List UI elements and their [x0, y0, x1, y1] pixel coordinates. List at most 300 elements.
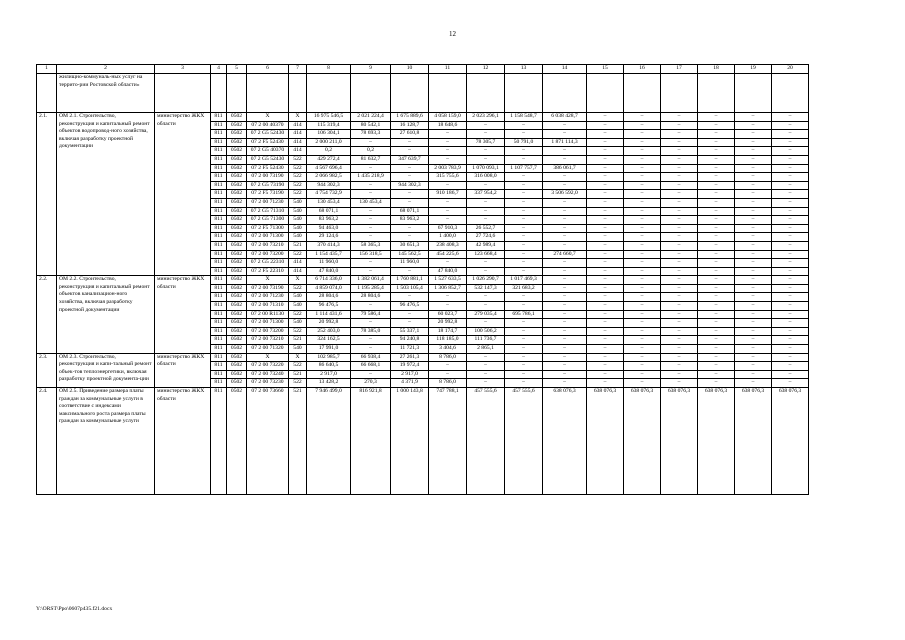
- column-number: 20: [772, 65, 809, 74]
- amount-cell: –: [351, 259, 391, 268]
- cell-empty: [247, 74, 289, 113]
- amount-cell: –: [467, 155, 505, 164]
- amount-cell: –: [391, 198, 429, 207]
- code-cell: 811: [211, 155, 227, 164]
- code-cell: 521: [289, 336, 307, 345]
- cell-empty: [661, 74, 698, 113]
- amount-cell: 1 306 852,7: [429, 284, 467, 293]
- amount-cell: –: [735, 181, 772, 190]
- amount-cell: –: [698, 293, 735, 302]
- code-cell: 811: [211, 370, 227, 379]
- amount-cell: –: [735, 241, 772, 250]
- code-cell: 811: [211, 207, 227, 216]
- amount-cell: –: [661, 130, 698, 139]
- amount-cell: 1 070 093,1: [467, 164, 505, 173]
- amount-cell: –: [772, 181, 809, 190]
- column-number: 14: [543, 65, 587, 74]
- code-cell: 540: [289, 224, 307, 233]
- amount-cell: –: [467, 130, 505, 139]
- amount-cell: –: [624, 267, 661, 276]
- amount-cell: 20 992,8: [429, 319, 467, 328]
- amount-cell: –: [698, 370, 735, 379]
- amount-cell: –: [735, 233, 772, 242]
- amount-cell: –: [661, 173, 698, 182]
- code-cell: 0502: [227, 388, 247, 495]
- amount-cell: –: [735, 336, 772, 345]
- amount-cell: 1 871 114,3: [543, 138, 587, 147]
- amount-cell: –: [505, 173, 543, 182]
- column-number: 7: [289, 65, 307, 74]
- amount-cell: 20 992,8: [307, 319, 351, 328]
- column-number: 13: [505, 65, 543, 74]
- amount-cell: –: [429, 216, 467, 225]
- amount-cell: 50 791,0: [505, 138, 543, 147]
- code-cell: 07 2 G5 71310: [247, 207, 289, 216]
- amount-cell: –: [772, 113, 809, 122]
- amount-cell: –: [735, 224, 772, 233]
- amount-cell: –: [661, 138, 698, 147]
- amount-cell: –: [624, 302, 661, 311]
- amount-cell: –: [624, 345, 661, 354]
- amount-cell: –: [351, 190, 391, 199]
- amount-cell: 2 023 296,1: [467, 113, 505, 122]
- code-cell: 0502: [227, 319, 247, 328]
- code-cell: 522: [289, 173, 307, 182]
- amount-cell: 28 804,6: [351, 293, 391, 302]
- code-cell: 0502: [227, 164, 247, 173]
- amount-cell: 1 675 889,6: [391, 113, 429, 122]
- amount-cell: –: [624, 164, 661, 173]
- amount-cell: 156 318,5: [351, 250, 391, 259]
- row-number: 2.1.: [37, 113, 57, 276]
- amount-cell: –: [543, 233, 587, 242]
- amount-cell: –: [587, 302, 624, 311]
- amount-cell: 3 506 592,0: [543, 190, 587, 199]
- amount-cell: –: [624, 284, 661, 293]
- amount-cell: –: [587, 224, 624, 233]
- amount-cell: –: [467, 267, 505, 276]
- code-cell: X: [247, 276, 289, 285]
- amount-cell: 4 058 159,0: [429, 113, 467, 122]
- amount-cell: 18 174,7: [429, 327, 467, 336]
- code-cell: 07 2 00 R1130: [247, 310, 289, 319]
- code-cell: 811: [211, 224, 227, 233]
- code-cell: 07 2 00 73190: [247, 173, 289, 182]
- amount-cell: –: [624, 190, 661, 199]
- amount-cell: –: [661, 302, 698, 311]
- code-cell: 811: [211, 379, 227, 388]
- amount-cell: –: [698, 310, 735, 319]
- amount-cell: 6 714 336,0: [307, 276, 351, 285]
- amount-cell: –: [505, 233, 543, 242]
- code-cell: 07 2 G5 52430: [247, 155, 289, 164]
- amount-cell: –: [543, 267, 587, 276]
- amount-cell: –: [698, 147, 735, 156]
- amount-cell: 270,3: [351, 379, 391, 388]
- amount-cell: –: [587, 379, 624, 388]
- amount-cell: 454 225,6: [429, 250, 467, 259]
- amount-cell: –: [698, 190, 735, 199]
- code-cell: 07 2 00 71320: [247, 345, 289, 354]
- amount-cell: –: [587, 362, 624, 371]
- amount-cell: 30 651,3: [391, 241, 429, 250]
- amount-cell: –: [698, 198, 735, 207]
- amount-cell: 60 023,7: [429, 310, 467, 319]
- code-cell: 811: [211, 138, 227, 147]
- amount-cell: –: [772, 293, 809, 302]
- amount-cell: 11 960,0: [307, 259, 351, 268]
- amount-cell: –: [351, 370, 391, 379]
- amount-cell: –: [698, 216, 735, 225]
- amount-cell: 816 921,8: [351, 388, 391, 495]
- code-cell: 811: [211, 276, 227, 285]
- amount-cell: –: [735, 302, 772, 311]
- amount-cell: –: [698, 233, 735, 242]
- amount-cell: 370 414,3: [307, 241, 351, 250]
- code-cell: 0502: [227, 336, 247, 345]
- amount-cell: –: [661, 216, 698, 225]
- code-cell: 07 2 00 73200: [247, 250, 289, 259]
- cell-empty: [391, 74, 429, 113]
- amount-cell: 16 128,7: [391, 121, 429, 130]
- amount-cell: –: [429, 207, 467, 216]
- amount-cell: 123 668,4: [467, 250, 505, 259]
- amount-cell: –: [735, 198, 772, 207]
- amount-cell: –: [587, 345, 624, 354]
- amount-cell: –: [543, 276, 587, 285]
- code-cell: 414: [289, 147, 307, 156]
- cell-empty: [307, 74, 351, 113]
- amount-cell: 910 186,7: [429, 190, 467, 199]
- amount-cell: –: [587, 336, 624, 345]
- code-cell: 0502: [227, 267, 247, 276]
- amount-cell: 115 319,4: [307, 121, 351, 130]
- amount-cell: –: [698, 250, 735, 259]
- amount-cell: –: [698, 336, 735, 345]
- amount-cell: –: [624, 233, 661, 242]
- amount-cell: –: [351, 319, 391, 328]
- amount-cell: –: [543, 121, 587, 130]
- amount-cell: –: [624, 113, 661, 122]
- amount-cell: –: [772, 370, 809, 379]
- amount-cell: 638 076,3: [698, 388, 735, 495]
- amount-cell: –: [772, 353, 809, 362]
- amount-cell: 81 632,7: [351, 155, 391, 164]
- amount-cell: –: [391, 138, 429, 147]
- amount-cell: –: [661, 293, 698, 302]
- amount-cell: –: [543, 310, 587, 319]
- code-cell: 0502: [227, 370, 247, 379]
- amount-cell: –: [351, 181, 391, 190]
- amount-cell: –: [587, 241, 624, 250]
- amount-cell: –: [661, 370, 698, 379]
- code-cell: 540: [289, 233, 307, 242]
- amount-cell: 27 610,8: [391, 130, 429, 139]
- amount-cell: –: [772, 130, 809, 139]
- amount-cell: –: [772, 138, 809, 147]
- table-row: [37, 276, 809, 285]
- code-cell: 0502: [227, 198, 247, 207]
- code-cell: 07 2 00 73660: [247, 388, 289, 495]
- cell-empty: [351, 74, 391, 113]
- amount-cell: 68 071,1: [391, 207, 429, 216]
- table-row: [37, 113, 809, 122]
- amount-cell: –: [505, 198, 543, 207]
- amount-cell: 29 124,6: [307, 233, 351, 242]
- code-cell: 522: [289, 362, 307, 371]
- amount-cell: 83 963,2: [307, 216, 351, 225]
- column-number: 17: [661, 65, 698, 74]
- code-cell: 522: [289, 181, 307, 190]
- amount-cell: –: [587, 353, 624, 362]
- code-cell: X: [289, 276, 307, 285]
- amount-cell: 94 463,0: [307, 224, 351, 233]
- amount-cell: –: [543, 216, 587, 225]
- column-number: 19: [735, 65, 772, 74]
- amount-cell: –: [772, 345, 809, 354]
- amount-cell: –: [735, 207, 772, 216]
- code-cell: 540: [289, 216, 307, 225]
- amount-cell: –: [505, 121, 543, 130]
- header-row: [37, 65, 809, 74]
- amount-cell: –: [661, 121, 698, 130]
- amount-cell: –: [772, 362, 809, 371]
- amount-cell: –: [543, 181, 587, 190]
- amount-cell: 78 693,3: [351, 130, 391, 139]
- amount-cell: 638 076,3: [661, 388, 698, 495]
- amount-cell: –: [505, 362, 543, 371]
- amount-cell: –: [467, 121, 505, 130]
- row-number: 2.2.: [37, 276, 57, 353]
- amount-cell: 1 107 757,7: [505, 164, 543, 173]
- amount-cell: –: [661, 250, 698, 259]
- amount-cell: –: [505, 190, 543, 199]
- amount-cell: –: [698, 173, 735, 182]
- amount-cell: –: [505, 345, 543, 354]
- amount-cell: –: [391, 233, 429, 242]
- amount-cell: 86 640,5: [307, 362, 351, 371]
- amount-cell: 1 760 881,1: [391, 276, 429, 285]
- column-number: 16: [624, 65, 661, 74]
- amount-cell: –: [698, 302, 735, 311]
- amount-cell: –: [543, 362, 587, 371]
- amount-cell: 695 786,1: [505, 310, 543, 319]
- amount-cell: 27 261,3: [391, 353, 429, 362]
- amount-cell: –: [505, 130, 543, 139]
- amount-cell: –: [587, 250, 624, 259]
- amount-cell: 47 840,0: [429, 267, 467, 276]
- code-cell: 0502: [227, 181, 247, 190]
- amount-cell: –: [772, 259, 809, 268]
- amount-cell: –: [698, 130, 735, 139]
- amount-cell: 532 147,3: [467, 284, 505, 293]
- amount-cell: –: [624, 310, 661, 319]
- amount-cell: 4 859 074,0: [307, 284, 351, 293]
- amount-cell: –: [351, 207, 391, 216]
- code-cell: 811: [211, 164, 227, 173]
- amount-cell: –: [543, 302, 587, 311]
- amount-cell: –: [624, 173, 661, 182]
- amount-cell: –: [661, 207, 698, 216]
- amount-cell: 106 304,1: [307, 130, 351, 139]
- amount-cell: –: [587, 216, 624, 225]
- amount-cell: –: [429, 138, 467, 147]
- amount-cell: 4 371,9: [391, 379, 429, 388]
- code-cell: 811: [211, 250, 227, 259]
- amount-cell: –: [543, 198, 587, 207]
- code-cell: 540: [289, 302, 307, 311]
- amount-cell: –: [772, 267, 809, 276]
- amount-cell: –: [661, 353, 698, 362]
- amount-cell: –: [505, 259, 543, 268]
- amount-cell: –: [429, 198, 467, 207]
- amount-cell: 4 567 696,4: [307, 164, 351, 173]
- code-cell: 811: [211, 319, 227, 328]
- amount-cell: –: [351, 336, 391, 345]
- cell-empty: [227, 74, 247, 113]
- column-number: 8: [307, 65, 351, 74]
- amount-cell: 1 503 105,4: [391, 284, 429, 293]
- amount-cell: –: [351, 267, 391, 276]
- code-cell: 07 2 G5 73190: [247, 181, 289, 190]
- column-number: 4: [211, 65, 227, 74]
- amount-cell: 1 154 435,7: [307, 250, 351, 259]
- amount-cell: –: [624, 216, 661, 225]
- code-cell: 522: [289, 327, 307, 336]
- amount-cell: –: [772, 207, 809, 216]
- amount-cell: –: [505, 319, 543, 328]
- amount-cell: 145 562,5: [391, 250, 429, 259]
- amount-cell: –: [735, 121, 772, 130]
- amount-cell: –: [505, 302, 543, 311]
- amount-cell: –: [543, 336, 587, 345]
- amount-cell: –: [429, 370, 467, 379]
- code-cell: 07 2 00 71230: [247, 198, 289, 207]
- amount-cell: –: [772, 216, 809, 225]
- code-cell: 521: [289, 388, 307, 495]
- amount-cell: 7 946 499,0: [307, 388, 351, 495]
- code-cell: 522: [289, 155, 307, 164]
- code-cell: 07 2 00 40370: [247, 121, 289, 130]
- amount-cell: –: [351, 164, 391, 173]
- code-cell: 07 2 F5 52430: [247, 164, 289, 173]
- amount-cell: –: [624, 276, 661, 285]
- code-cell: 0502: [227, 241, 247, 250]
- amount-cell: 747 788,1: [429, 388, 467, 495]
- cell-empty: [155, 74, 211, 113]
- amount-cell: –: [467, 353, 505, 362]
- amount-cell: –: [624, 379, 661, 388]
- amount-cell: –: [587, 173, 624, 182]
- code-cell: 07 2 00 73210: [247, 336, 289, 345]
- amount-cell: 11 960,0: [391, 259, 429, 268]
- cell-empty: [698, 74, 735, 113]
- amount-cell: –: [772, 190, 809, 199]
- code-cell: 414: [289, 267, 307, 276]
- amount-cell: 19 972,4: [391, 362, 429, 371]
- amount-cell: 457 555,6: [505, 388, 543, 495]
- code-cell: 811: [211, 259, 227, 268]
- amount-cell: 8 786,0: [429, 353, 467, 362]
- column-number: 3: [155, 65, 211, 74]
- amount-cell: –: [772, 241, 809, 250]
- cell-empty: [624, 74, 661, 113]
- amount-cell: –: [505, 224, 543, 233]
- amount-cell: 1 026 290,7: [467, 276, 505, 285]
- amount-cell: –: [735, 327, 772, 336]
- amount-cell: –: [698, 353, 735, 362]
- amount-cell: –: [391, 224, 429, 233]
- amount-cell: –: [587, 310, 624, 319]
- amount-cell: –: [772, 164, 809, 173]
- amount-cell: –: [735, 164, 772, 173]
- amount-cell: –: [661, 327, 698, 336]
- code-cell: 0502: [227, 207, 247, 216]
- amount-cell: –: [587, 138, 624, 147]
- amount-cell: –: [624, 353, 661, 362]
- amount-cell: –: [772, 302, 809, 311]
- amount-cell: –: [772, 250, 809, 259]
- code-cell: 07 2 F5 73190: [247, 190, 289, 199]
- amount-cell: 321 683,2: [505, 284, 543, 293]
- cell-empty: [211, 74, 227, 113]
- amount-cell: –: [735, 155, 772, 164]
- amount-cell: –: [543, 327, 587, 336]
- amount-cell: –: [772, 155, 809, 164]
- code-cell: 0502: [227, 345, 247, 354]
- measure-name: ОМ 2.5. Приведение размера платы граждан за коммунальные услуги в соответствие с индексами максимального роста размера платы граждан за коммунальные услуги: [57, 388, 155, 495]
- code-cell: 07 2 G5 52430: [247, 130, 289, 139]
- amount-cell: 316 008,0: [467, 173, 505, 182]
- amount-cell: 638 076,3: [587, 388, 624, 495]
- amount-cell: 58 365,3: [351, 241, 391, 250]
- code-cell: 07 2 F5 71300: [247, 224, 289, 233]
- amount-cell: 324 162,5: [307, 336, 351, 345]
- code-cell: 811: [211, 216, 227, 225]
- amount-cell: –: [543, 147, 587, 156]
- amount-cell: –: [772, 233, 809, 242]
- amount-cell: 78 385,0: [351, 327, 391, 336]
- amount-cell: –: [587, 284, 624, 293]
- amount-cell: –: [543, 173, 587, 182]
- amount-cell: –: [624, 370, 661, 379]
- amount-cell: –: [467, 379, 505, 388]
- amount-cell: –: [698, 327, 735, 336]
- cell-empty: [543, 74, 587, 113]
- amount-cell: 111 736,7: [467, 336, 505, 345]
- amount-cell: –: [698, 224, 735, 233]
- code-cell: 07 2 F5 22310: [247, 267, 289, 276]
- amount-cell: –: [467, 216, 505, 225]
- code-cell: 811: [211, 302, 227, 311]
- column-number: 11: [429, 65, 467, 74]
- code-cell: 07 2 00 73220: [247, 362, 289, 371]
- amount-cell: –: [467, 259, 505, 268]
- amount-cell: –: [505, 181, 543, 190]
- code-cell: 414: [289, 130, 307, 139]
- code-cell: 0502: [227, 130, 247, 139]
- amount-cell: –: [698, 138, 735, 147]
- amount-cell: –: [587, 164, 624, 173]
- amount-cell: –: [467, 147, 505, 156]
- amount-cell: –: [587, 130, 624, 139]
- amount-cell: 66 668,1: [351, 362, 391, 371]
- amount-cell: –: [735, 276, 772, 285]
- amount-cell: –: [505, 353, 543, 362]
- amount-cell: 96 476,5: [391, 302, 429, 311]
- amount-cell: 26 552,7: [467, 224, 505, 233]
- amount-cell: 80 542,1: [351, 121, 391, 130]
